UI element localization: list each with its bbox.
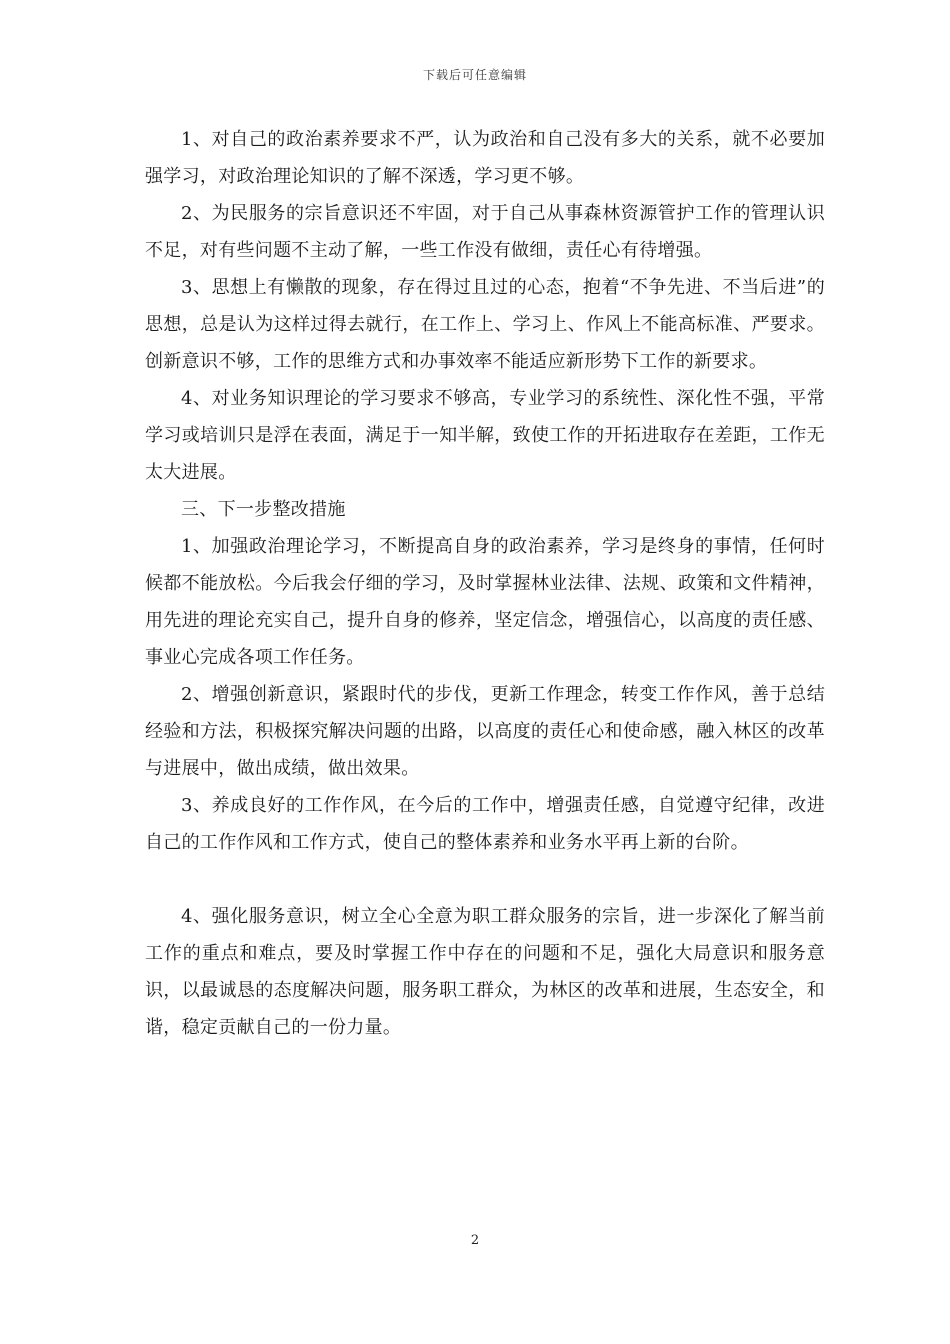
measure-item-4: 4、强化服务意识，树立全心全意为职工群众服务的宗旨，进一步深化了解当前工作的重点和难点，要及时掌握工作中存在的问题和不足，强化大局意识和服务意识，以最诚恳的态度解决问题，服务职工群众，为林区的改革和进展，生态安全，和谐，稳定贡献自己的一份力量。 [145,906,825,1038]
paragraph-item-1: 1、对自己的政治素养要求不严，认为政治和自己没有多大的关系，就不必要加强学习，对政治理论知识的了解不深透，学习更不够。 [145,129,825,187]
page-number: 2 [470,1233,480,1248]
paragraph-item-2: 2、为民服务的宗旨意识还不牢固，对于自己从事森林资源管护工作的管理认识不足，对有些问题不主动了解，一些工作没有做细，责任心有待增强。 [145,203,825,261]
section-heading: 三、下一步整改措施 [181,499,346,520]
paragraph-item-3: 3、思想上有懒散的现象，存在得过且过的心态，抱着“不争先进、不当后进”的思想，总是认为这样过得去就行，在工作上、学习上、作风上不能高标准、严要求。创新意识不够，工作的思维方式和办事效率不能适应新形势下工作的新要求。 [145,277,825,372]
measure-item-3: 3、养成良好的工作作风，在今后的工作中，增强责任感，自觉遵守纪律，改进自己的工作作风和工作方式，使自己的整体素养和业务水平再上新的台阶。 [145,795,825,853]
measure-item-2: 2、增强创新意识，紧跟时代的步伐，更新工作理念，转变工作作风，善于总结经验和方法，积极探究解决问题的出路，以高度的责任心和使命感，融入林区的改革与进展中，做出成绩，做出效果。 [145,684,825,779]
paragraph-item-4: 4、对业务知识理论的学习要求不够高，专业学习的系统性、深化性不强，平常学习或培训只是浮在表面，满足于一知半解，致使工作的开拓进取存在差距，工作无太大进展。 [145,388,825,483]
document-body [145,121,825,1046]
header-note: 下载后可任意编辑 [422,68,527,82]
paragraph-gap [145,861,825,898]
measure-item-1: 1、加强政治理论学习，不断提高自身的政治素养，学习是终身的事情，任何时候都不能放松。今后我会仔细的学习，及时掌握林业法律、法规、政策和文件精神，用先进的理论充实自己，提升自身的修养，坚定信念，增强信心，以高度的责任感、事业心完成各项工作任务。 [145,536,825,668]
